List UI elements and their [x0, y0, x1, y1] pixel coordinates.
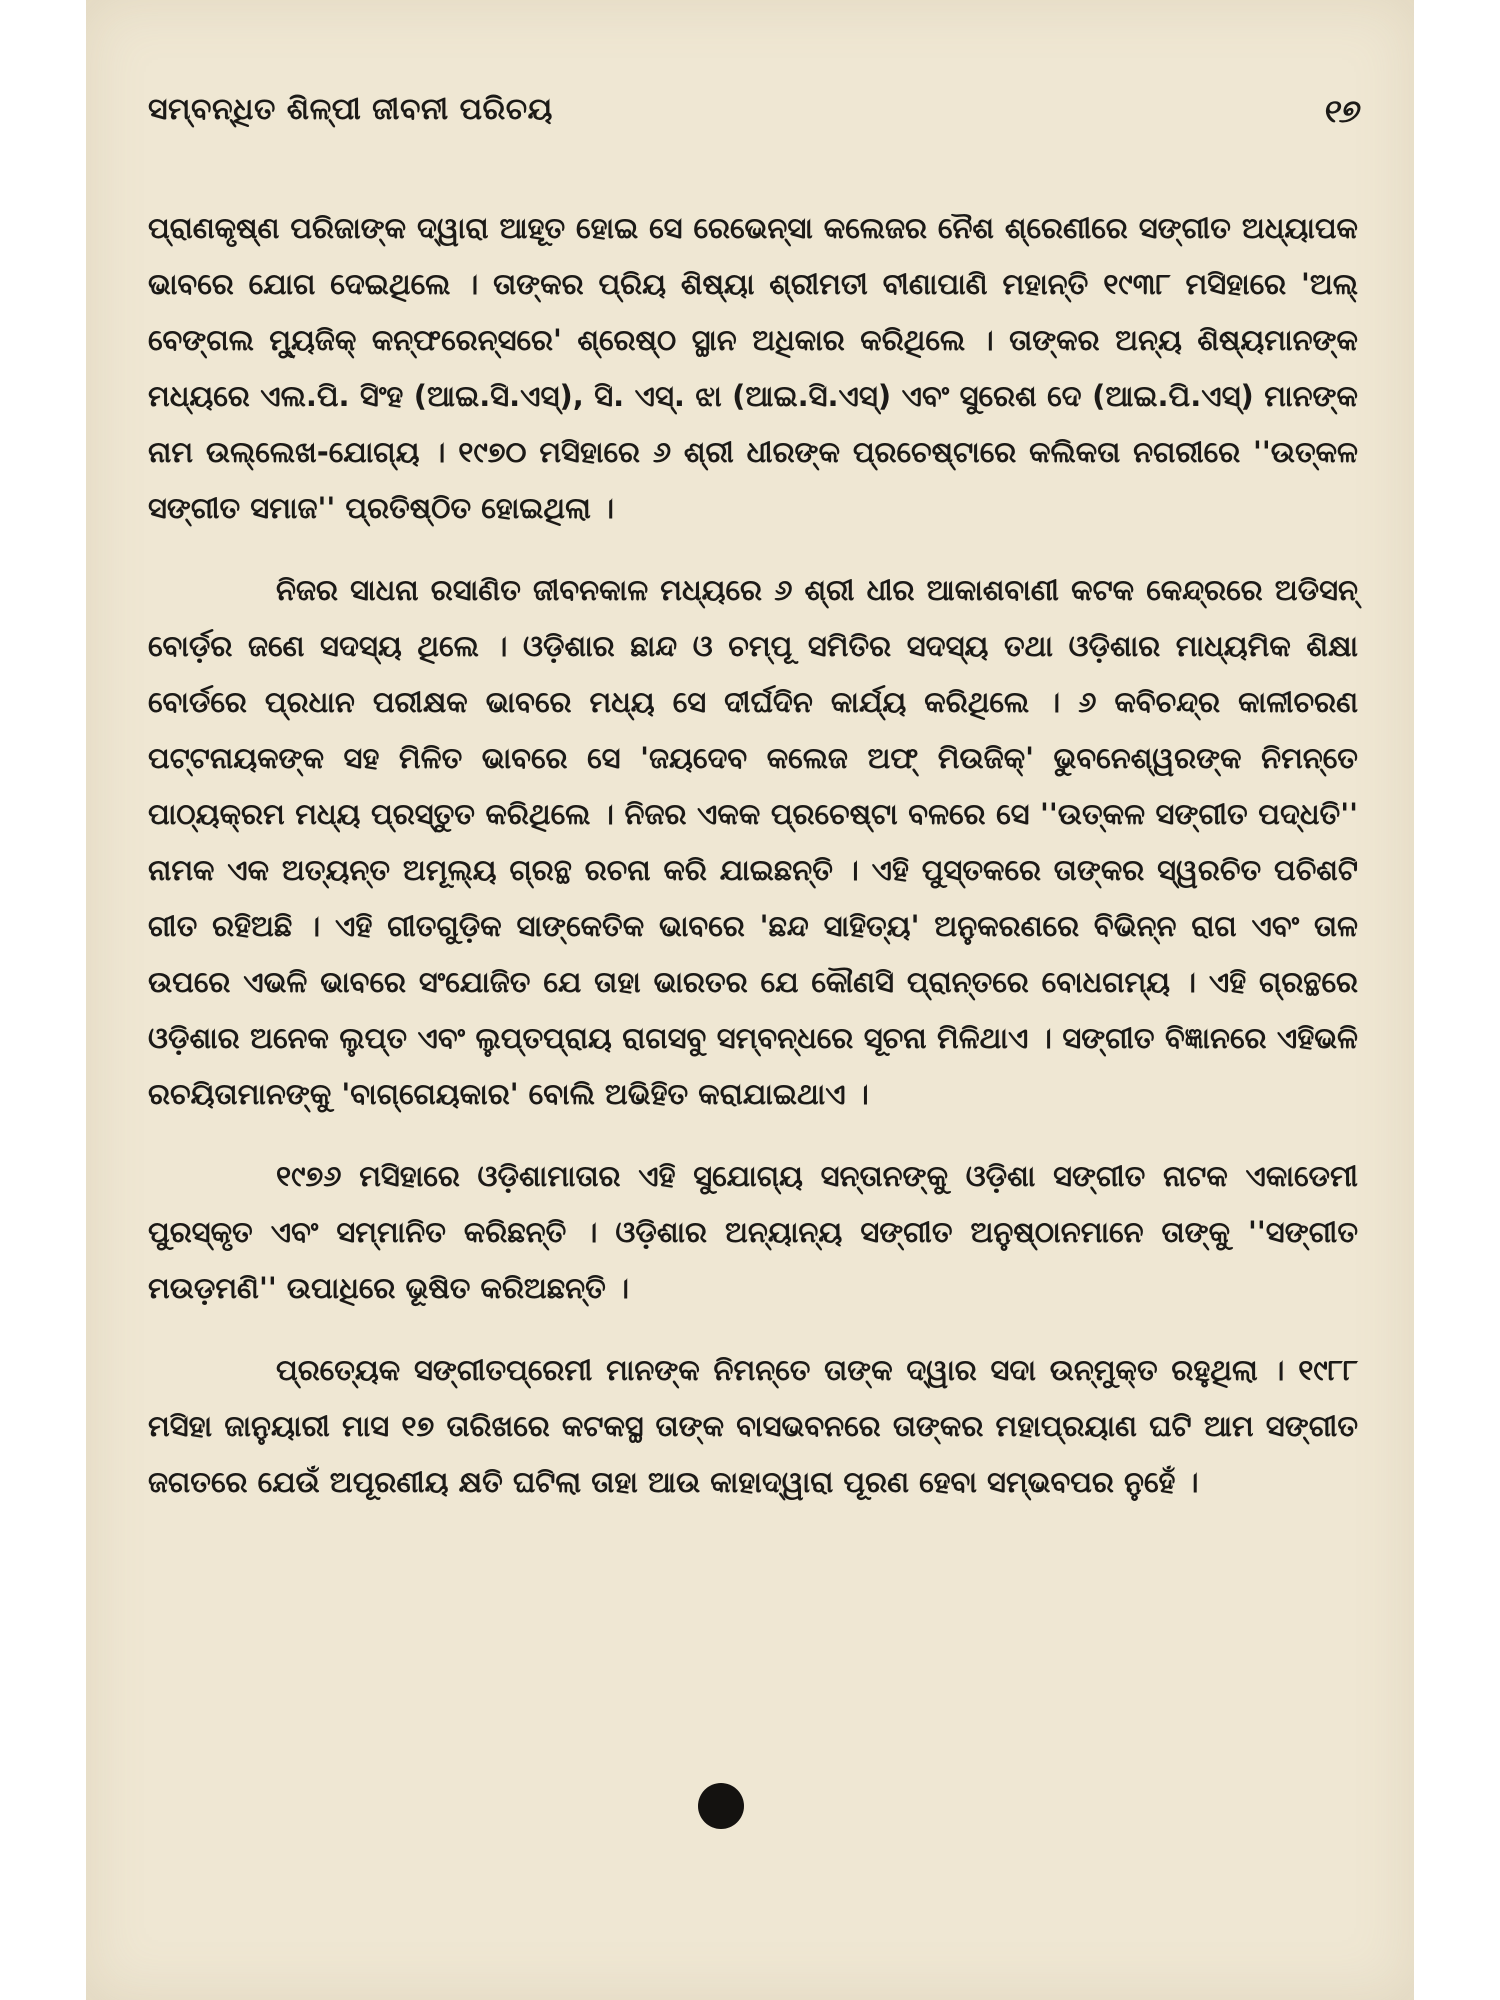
page-number: ୧୭ — [1321, 92, 1358, 130]
ornament-dot-icon — [698, 1783, 744, 1829]
book-page — [86, 0, 1414, 2000]
running-title: ସମ୍ବନ୍ଧିତ ଶିଳ୍ପୀ ଜୀବନୀ ପରିଚୟ — [148, 92, 553, 127]
paragraph-3: ୧୯୭୬ ମସିହାରେ ଓଡ଼ିଶାମାତାର ଏହି ସୁଯୋଗ୍ୟ ସନ୍ତାନଙ୍କୁ ଓଡ଼ିଶା ସଙ୍ଗୀତ ନାଟକ ଏକାଡେମୀ ପୁରସ୍କୃତ ଏବଂ ସମ୍ମାନିତ କରିଛନ୍ତି । ଓଡ଼ିଶାର ଅନ୍ୟାନ୍ୟ ସଙ୍ଗୀତ ଅନୁଷ୍ଠାନମାନେ ତାଙ୍କୁ ''ସଙ୍ଗୀତ ମଉଡ଼ମଣି'' ଉପାଧିରେ ଭୂଷିତ କରିଅଛନ୍ତି । — [148, 1159, 1358, 1305]
paragraph-1: ପ୍ରାଣକୃଷ୍ଣ ପରିଜାଙ୍କ ଦ୍ୱାରା ଆହୂତ ହୋଇ ସେ ରେଭେନ୍ସା କଲେଜର ନୈଶ ଶ୍ରେଣୀରେ ସଙ୍ଗୀତ ଅଧ୍ୟାପକ ଭାବରେ ଯୋଗ ଦେଇଥିଲେ । ତାଙ୍କର ପ୍ରିୟ ଶିଷ୍ୟା ଶ୍ରୀମତୀ ବୀଣାପାଣି ମହାନ୍ତି ୧୯୩୮ ମସିହାରେ 'ଅଲ୍ ବେଙ୍ଗଲ ମ୍ୟୁଜିକ୍ କନ୍‌ଫରେନ୍ସରେ' ଶ୍ରେଷ୍ଠ ସ୍ଥାନ ଅଧିକାର କରିଥିଲେ । ତାଙ୍କର ଅନ୍ୟ ଶିଷ୍ୟମାନଙ୍କ ମଧ୍ୟରେ ଏଲ.ପି. ସିଂହ (ଆଇ.ସି.ଏସ୍), ସି. ଏସ୍. ଝା (ଆଇ.ସି.ଏସ୍) ଏବଂ ସୁରେଶ ଦେ (ଆଇ.ପି.ଏସ୍) ମାନଙ୍କ ନାମ ଉଲ୍ଲେଖ-ଯୋଗ୍ୟ । ୧୯୭୦ ମସିହାରେ ୬ ଶ୍ରୀ ଧୀରଙ୍କ ପ୍ରଚେଷ୍ଟାରେ କଲିକତା ନଗରୀରେ ''ଉତ୍କଳ ସଙ୍ଗୀତ ସମାଜ'' ପ୍ରତିଷ୍ଠିତ ହୋଇଥିଲା । — [148, 211, 1358, 525]
paragraph-2: ନିଜର ସାଧନା ରସାଣିତ ଜୀବନକାଳ ମଧ୍ୟରେ ୬ ଶ୍ରୀ ଧୀର ଆକାଶବାଣୀ କଟକ କେନ୍ଦ୍ରରେ ଅଡିସନ୍ ବୋର୍ଡ଼ର ଜଣେ ସଦସ୍ୟ ଥିଲେ । ଓଡ଼ିଶାର ଛାନ୍ଦ ଓ ଚମ୍ପୂ ସମିତିର ସଦସ୍ୟ ତଥା ଓଡ଼ିଶାର ମାଧ୍ୟମିକ ଶିକ୍ଷା ବୋର୍ଡରେ ପ୍ରଧାନ ପରୀକ୍ଷକ ଭାବରେ ମଧ୍ୟ ସେ ଦୀର୍ଘଦିନ କାର୍ଯ୍ୟ କରିଥିଲେ । ୬ କବିଚନ୍ଦ୍ର କାଳୀଚରଣ ପଟ୍ଟନାୟକଙ୍କ ସହ ମିଳିତ ଭାବରେ ସେ 'ଜୟଦେବ କଲେଜ ଅଫ୍ ମିଉଜିକ୍' ଭୁବନେଶ୍ୱରଙ୍କ ନିମନ୍ତେ ପାଠ୍ୟକ୍ରମ ମଧ୍ୟ ପ୍ରସ୍ତୁତ କରିଥିଲେ । ନିଜର ଏକକ ପ୍ରଚେଷ୍ଟା ବଳରେ ସେ ''ଉତ୍କଳ ସଙ୍ଗୀତ ପଦ୍ଧତି'' ନାମକ ଏକ ଅତ୍ୟନ୍ତ ଅମୂଲ୍ୟ ଗ୍ରନ୍ଥ ରଚନା କରି ଯାଇଛନ୍ତି । ଏହି ପୁସ୍ତକରେ ତାଙ୍କର ସ୍ୱରଚିତ ପଚିଶଟି ଗୀତ ରହିଅଛି । ଏହି ଗୀତଗୁଡ଼ିକ ସାଙ୍କେତିକ ଭାବରେ 'ଛନ୍ଦ ସାହିତ୍ୟ' ଅନୁକରଣରେ ବିଭିନ୍ନ ରାଗ ଏବଂ ତାଳ ଉପରେ ଏଭଳି ଭାବରେ ସଂଯୋଜିତ ଯେ ତାହା ଭାରତର ଯେ କୌଣସି ପ୍ରାନ୍ତରେ ବୋଧଗମ୍ୟ । ଏହି ଗ୍ରନ୍ଥରେ ଓଡ଼ିଶାର ଅନେକ ଲୁପ୍ତ ଏବଂ ଲୁପ୍ତପ୍ରାୟ ରାଗସବୁ ସମ୍ବନ୍ଧରେ ସୂଚନା ମିଳିଥାଏ । ସଙ୍ଗୀତ ବିଜ୍ଞାନରେ ଏହିଭଳି ରଚୟିତାମାନଙ୍କୁ 'ବାଗ୍‌ଗେୟକାର' ବୋଲି ଅଭିହିତ କରାଯାଇଥାଏ । — [148, 573, 1358, 1111]
paragraph-4: ପ୍ରତ୍ୟେକ ସଙ୍ଗୀତପ୍ରେମୀ ମାନଙ୍କ ନିମନ୍ତେ ତାଙ୍କ ଦ୍ୱାର ସଦା ଉନ୍ମୁକ୍ତ ରହୁଥିଲା । ୧୯୮୮ ମସିହା ଜାନୁୟାରୀ ମାସ ୧୭ ତାରିଖରେ କଟକସ୍ଥ ତାଙ୍କ ବାସଭବନରେ ତାଙ୍କର ମହାପ୍ରୟାଣ ଘଟି ଆମ ସଙ୍ଗୀତ ଜଗତରେ ଯେଉଁ ଅପୂରଣୀୟ କ୍ଷତି ଘଟିଲା ତାହା ଆଉ କାହାଦ୍ୱାରା ପୂରଣ ହେବା ସମ୍ଭବପର ନୁହେଁ । — [148, 1353, 1358, 1499]
page-header — [148, 92, 1358, 152]
page-body — [148, 200, 1358, 1536]
